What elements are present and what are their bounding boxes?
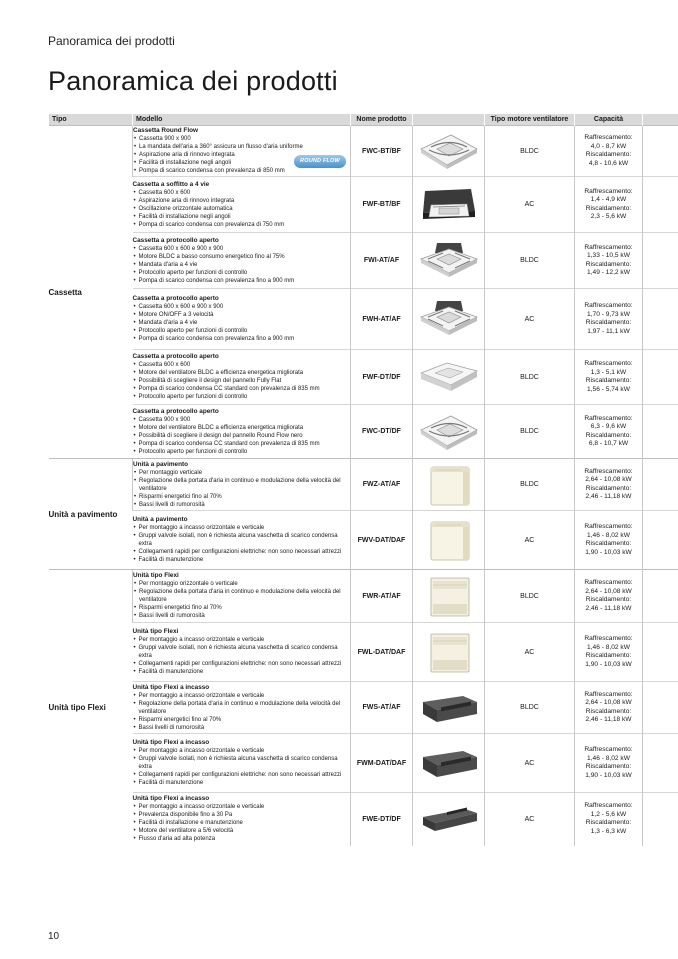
flexi-unit-icon [413,574,484,618]
capacity-cell [575,682,643,734]
model-title: Cassetta a protocollo aperto [132,353,219,360]
cap-heat-label: Riscaldamento: [585,484,632,492]
table-row [49,734,678,793]
feature-item: • Mandata d'aria a 4 vie [133,261,351,269]
table-row [49,405,678,459]
capacity-cell [575,289,643,350]
product-overview-table [48,114,678,846]
type-cell: Unità a pavimento [49,459,133,570]
product-name-cell: FWF-DT/DF [351,350,413,405]
extra-cell [643,511,678,570]
page-title: Panoramica dei prodotti [48,66,338,96]
feature-item: • Aspirazione aria di rinnovo integrata [133,151,350,159]
product-image-cell [413,511,485,570]
feature-item: • Aspirazione aria di rinnovo integrata [133,197,351,205]
table-row [49,682,678,734]
product-name-cell: FWC-BT/BF [351,126,413,177]
feature-item: • Protocollo aperto per funzioni di controllo [133,393,351,401]
product-image-cell [413,126,485,177]
cap-cool: 2,64 - 10,08 kW [585,476,632,483]
column-header-capacity: Capacità [575,114,643,126]
cap-cool-label: Raffrescamento: [584,690,633,698]
extra-cell [643,126,678,177]
floor-unit-icon [413,463,484,507]
cap-heat-label: Riscaldamento: [585,260,632,268]
feature-item: • Pompa di scarico condensa con prevalenza fino a 900 mm [133,277,351,285]
capacity-cell [575,793,643,846]
feature-item: • Pompa di scarico condensa con prevalenza di 750 mm [133,221,351,229]
product-name-cell: FWI-AT/AF [351,233,413,289]
motor-type-cell: AC [485,511,575,570]
cap-heat: 4,8 - 10,6 kW [588,159,629,167]
table-row [49,289,678,350]
feature-list [133,524,351,564]
feature-item: • Per montaggio verticale [133,469,350,477]
type-cell: Cassetta [49,126,133,459]
cap-cool-label: Raffrescamento: [584,243,633,251]
extra-cell [643,289,678,350]
model-cell [133,350,351,405]
cap-cool: 1,3 - 5,1 kW [590,368,627,376]
cap-heat: 1,90 - 10,03 kW [585,548,632,556]
motor-type-cell: AC [485,289,575,350]
product-name-cell: FWF-BT/BF [351,177,413,233]
motor-type-cell: BLDC [485,570,575,623]
capacity-cell [575,511,643,570]
table-row [49,793,678,846]
cassette-fully-flat-icon [413,355,484,399]
product-name-cell: FWL-DAT/DAF [351,623,413,682]
cap-cool-label: Raffrescamento: [584,414,633,422]
feature-list [133,416,351,456]
product-name-cell: FWS-AT/AF [351,682,413,734]
cap-heat: 1,90 - 10,03 kW [585,771,632,779]
extra-cell [643,734,678,793]
cap-cool-label: Raffrescamento: [584,746,633,753]
cap-heat: 1,56 - 5,74 kW [587,385,630,393]
product-name-cell: FWR-AT/AF [351,570,413,623]
cassette-4-way-icon [413,183,484,227]
model-cell [133,793,351,846]
column-header-product-name: Nome prodotto [351,114,413,126]
feature-item: • Mandata d'aria a 4 vie [133,319,351,327]
cap-cool: 1,46 - 8,02 kW [587,531,630,539]
floor-unit-icon [413,518,484,562]
capacity-cell [575,350,643,405]
cap-heat-label: Riscaldamento: [585,377,632,384]
cap-heat-label: Riscaldamento: [585,596,632,603]
feature-item: • Per montaggio a incasso orizzontale e verticale [133,803,351,811]
feature-item: • Flusso d'aria ad alta potenza [133,835,351,843]
cap-cool: 1,70 - 9,73 kW [587,310,630,318]
model-title: Unità a pavimento [133,460,189,468]
feature-item: • Risparmi energetici fino al 70% [133,493,350,501]
feature-item: • Protocollo aperto per funzioni di controllo [133,448,351,456]
extra-cell [643,623,678,682]
model-cell [133,682,351,734]
motor-type-cell: BLDC [485,126,575,177]
feature-item: • Facilità di manutenzione [133,556,351,564]
feature-item: • Pompa di scarico condensa con prevalenza fino a 900 mm [133,335,351,343]
product-image-cell [413,734,485,793]
cap-heat-label: Riscaldamento: [585,540,632,547]
cap-cool: 1,4 - 4,9 kW [590,196,627,203]
feature-item: • Cassetta 900 x 900 [133,135,350,143]
feature-item: • Per montaggio a incasso orizzontale e verticale [133,524,351,532]
table-row [49,233,678,289]
product-image-cell [413,570,485,623]
model-title: Unità a pavimento [132,516,188,523]
model-cell [133,623,351,682]
page-number: 10 [48,931,60,942]
cap-cool-label: Raffrescamento: [584,635,633,642]
feature-list [133,692,351,732]
feature-item: • Cassetta 900 x 900 [133,416,351,424]
cap-heat: 1,97 - 11,1 kW [587,327,630,335]
cap-heat: 1,3 - 6,3 kW [590,827,627,835]
motor-type-cell: BLDC [485,459,575,511]
cap-cool: 1,46 - 8,02 kW [587,643,630,651]
product-name-cell: FWH-AT/AF [351,289,413,350]
extra-cell [643,682,678,734]
table-row [49,511,678,570]
cassette-round-flow-icon [413,129,484,173]
feature-list [133,580,350,620]
cap-cool: 1,46 - 8,02 kW [587,754,630,762]
feature-item: • Oscillazione orizzontale automatica [133,205,351,213]
model-cell [133,570,351,623]
table-row [49,177,678,233]
concealed-unit-icon [413,741,484,785]
model-title: Unità tipo Flexi a incasso [132,795,210,803]
product-image-cell [413,289,485,350]
feature-item: • Motore BLDC a basso consumo energetico fino al 75% [133,253,351,261]
motor-type-cell: AC [485,793,575,846]
motor-type-cell: BLDC [485,682,575,734]
product-image-cell [413,405,485,459]
model-title: Cassetta a soffitto a 4 vie [132,180,210,188]
cap-heat: 6,8 - 10,7 kW [588,440,629,447]
type-cell: Unità tipo Flexi [49,570,133,846]
capacity-cell [575,734,643,793]
model-title: Cassetta a protocollo aperto [132,236,219,244]
capacity-cell [575,126,643,177]
motor-type-cell: BLDC [485,405,575,459]
concealed-unit-icon [413,686,484,730]
product-name-cell: FWV-DAT/DAF [351,511,413,570]
feature-item: • Bassi livelli di rumorosità [133,724,351,732]
motor-type-cell: AC [485,623,575,682]
model-title: Cassetta a protocollo aperto [132,407,219,415]
cap-heat: 2,46 - 11,18 kW [585,493,632,500]
product-name-cell: FWE-DT/DF [351,793,413,846]
feature-item: • Cassetta 600 x 600 [133,361,351,369]
extra-cell [643,793,678,846]
table-row [49,350,678,405]
cap-cool-label: Raffrescamento: [584,802,633,810]
motor-type-cell: AC [485,734,575,793]
feature-item: • Per montaggio a incasso orizzontale e verticale [133,747,351,755]
product-image-cell [413,233,485,289]
extra-cell [643,350,678,405]
cap-cool: 1,2 - 5,6 kW [590,810,627,818]
extra-cell [643,570,678,623]
extra-cell [643,405,678,459]
capacity-cell [575,623,643,682]
cap-cool: 4,0 - 8,7 kW [590,142,627,150]
cap-heat: 2,46 - 11,18 kW [585,604,632,612]
model-cell [133,126,351,177]
feature-item: • Facilità di installazione negli angoli [133,159,350,167]
feature-list [133,303,351,343]
feature-item: • Risparmi energetici fino al 70% [133,716,351,724]
feature-item: • Motore ON/OFF a 3 velocità [133,311,351,319]
table-header-row [49,114,678,126]
cap-cool-label: Raffrescamento: [584,579,633,586]
cassette-open-protocol-icon [413,239,484,283]
product-name-cell: FWZ-AT/AF [351,459,413,511]
feature-item: • Gruppi valvole isolati, non è richiesta alcuna vaschetta di scarico condensa extra [133,644,351,660]
cap-cool: 6,3 - 9,6 kW [590,423,627,430]
feature-item: • La mandata dell'aria a 360° assicura un flusso d'aria uniforme [133,143,350,151]
cap-cool: 1,33 - 10,5 kW [587,252,630,259]
feature-item: • Facilità di manutenzione [133,668,351,676]
feature-item: • Protocollo aperto per funzioni di controllo [133,269,351,277]
feature-item: • Risparmi energetici fino al 70% [133,604,350,612]
cassette-round-flow-icon [413,410,484,454]
model-title: Unità tipo Flexi a incasso [132,683,210,691]
feature-item: • Protocollo aperto per funzioni di controllo [133,327,351,335]
feature-list [133,636,351,676]
feature-item: • Possibilità di scegliere il design del pannello Fully Flat [133,377,351,385]
product-image-cell [413,177,485,233]
product-image-cell [413,793,485,846]
model-cell [133,233,351,289]
feature-list [133,189,351,229]
column-header-motor-type: Tipo motore ventilatore [485,114,575,126]
column-header-extra [643,114,678,126]
column-header-image [413,114,485,126]
feature-item: • Facilità di installazione negli angoli [133,213,351,221]
model-cell [133,734,351,793]
feature-item: • Collegamenti rapidi per configurazioni elettriche: non sono necessari attrezzi [133,771,351,779]
feature-item: • Prevalenza disponibile fino a 30 Pa [133,811,351,819]
capacity-cell [575,459,643,511]
feature-item: • Per montaggio a incasso orizzontale e verticale [133,692,351,700]
feature-item: • Collegamenti rapidi per configurazioni elettriche: non sono necessari attrezzi [133,548,351,556]
extra-cell [643,177,678,233]
model-cell [133,177,351,233]
cap-heat-label: Riscaldamento: [585,431,632,439]
feature-list [133,747,351,787]
feature-item: • Regolazione della portata d'aria in continuo e modulazione della velocità del ventilatore [133,477,350,493]
feature-item: • Collegamenti rapidi per configurazioni elettriche: non sono necessari attrezzi [133,660,351,668]
running-header: Panoramica dei prodotti [48,34,175,48]
product-image-cell [413,350,485,405]
feature-item: • Cassetta 600 x 600 [133,189,351,197]
feature-item: • Cassetta 600 x 600 e 900 x 900 [133,303,351,311]
capacity-cell [575,233,643,289]
round-flow-badge: ROUND FLOW [294,155,346,168]
feature-item: • Per montaggio orizzontale o verticale [133,580,350,588]
cap-heat: 2,46 - 11,18 kW [585,716,632,723]
flexi-unit-icon [413,630,484,674]
cap-heat: 1,49 - 12,2 kW [587,269,630,276]
capacity-cell [575,570,643,623]
table-body [49,126,678,846]
feature-item: • Regolazione della portata d'aria in continuo e modulazione della velocità del ventilatore [133,588,350,604]
extra-cell [643,233,678,289]
model-title: Cassetta a protocollo aperto [132,295,219,302]
cap-heat-label: Riscaldamento: [585,204,632,212]
model-title: Unità tipo Flexi [132,628,179,635]
product-name-cell: FWM-DAT/DAF [351,734,413,793]
feature-item: • Pompa di scarico condensa CC standard con prevalenza di 835 mm [133,385,351,393]
column-header-model: Modello [133,114,351,126]
feature-list [133,361,351,401]
cap-cool-label: Raffrescamento: [584,187,633,195]
motor-type-cell: BLDC [485,233,575,289]
feature-item: • Motore del ventilatore BLDC a efficienza energetica migliorata [133,369,351,377]
motor-type-cell: BLDC [485,350,575,405]
feature-list [133,469,350,509]
model-title: Unità tipo Flexi a incasso [132,739,210,746]
motor-type-cell: AC [485,177,575,233]
cap-heat-label: Riscaldamento: [585,819,632,827]
model-cell [133,289,351,350]
model-cell [133,511,351,570]
feature-item: • Motore del ventilatore BLDC a efficienza energetica migliorata [133,424,351,432]
feature-item: • Regolazione della portata d'aria in continuo e modulazione della velocità del ventilatore [133,700,351,716]
feature-item: • Facilità di manutenzione [133,779,351,787]
slim-concealed-unit-icon [413,797,484,841]
feature-item: • Per montaggio a incasso orizzontale e verticale [133,636,351,644]
column-header-type: Tipo [49,114,133,126]
cap-cool-label: Raffrescamento: [584,134,633,141]
cap-heat: 1,90 - 10,03 kW [585,660,632,668]
extra-cell [643,459,678,511]
product-image-cell [413,459,485,511]
feature-item: • Facilità di installazione e manutenzione [133,819,351,827]
feature-item: • Bassi livelli di rumorosità [133,501,350,509]
feature-list [133,245,351,285]
cap-cool: 2,64 - 10,08 kW [585,699,632,706]
feature-item: • Motore del ventilatore a 5/6 velocità [133,827,351,835]
product-image-cell [413,682,485,734]
feature-item: • Bassi livelli di rumorosità [133,612,350,620]
cap-cool-label: Raffrescamento: [584,523,633,530]
cap-cool-label: Raffrescamento: [584,302,633,309]
cap-cool-label: Raffrescamento: [584,360,633,367]
feature-item: • Gruppi valvole isolati, non è richiesta alcuna vaschetta di scarico condensa extra [133,755,351,771]
cap-heat-label: Riscaldamento: [585,763,632,770]
cap-cool-label: Raffrescamento: [584,467,633,475]
cap-heat-label: Riscaldamento: [585,652,632,659]
cap-heat-label: Riscaldamento: [585,707,632,715]
table-row [49,570,678,623]
feature-item: • Possibilità di scegliere il design del pannello Round Flow nero [133,432,351,440]
cassette-open-protocol-icon [413,297,484,341]
table-row [49,459,678,511]
feature-list [133,803,351,843]
table-row [49,126,678,177]
model-cell [133,459,351,511]
model-title: Unità tipo Flexi [133,572,179,579]
feature-item: • Cassetta 600 x 600 e 900 x 900 [133,245,351,253]
product-name-cell: FWC-DT/DF [351,405,413,459]
model-title: Cassetta Round Flow [133,127,198,134]
feature-item: • Gruppi valvole isolati, non è richiesta alcuna vaschetta di scarico condensa extra [133,532,351,548]
capacity-cell [575,177,643,233]
model-cell [133,405,351,459]
cap-heat: 2,3 - 5,6 kW [590,213,627,220]
table-row [49,623,678,682]
feature-item: • Pompa di scarico condensa con prevalenza di 850 mm [133,167,350,175]
feature-item: • Pompa di scarico condensa CC standard con prevalenza di 835 mm [133,440,351,448]
capacity-cell [575,405,643,459]
cap-heat-label: Riscaldamento: [585,319,632,326]
cap-cool: 2,64 - 10,08 kW [585,587,632,595]
cap-heat-label: Riscaldamento: [585,151,632,158]
product-image-cell [413,623,485,682]
